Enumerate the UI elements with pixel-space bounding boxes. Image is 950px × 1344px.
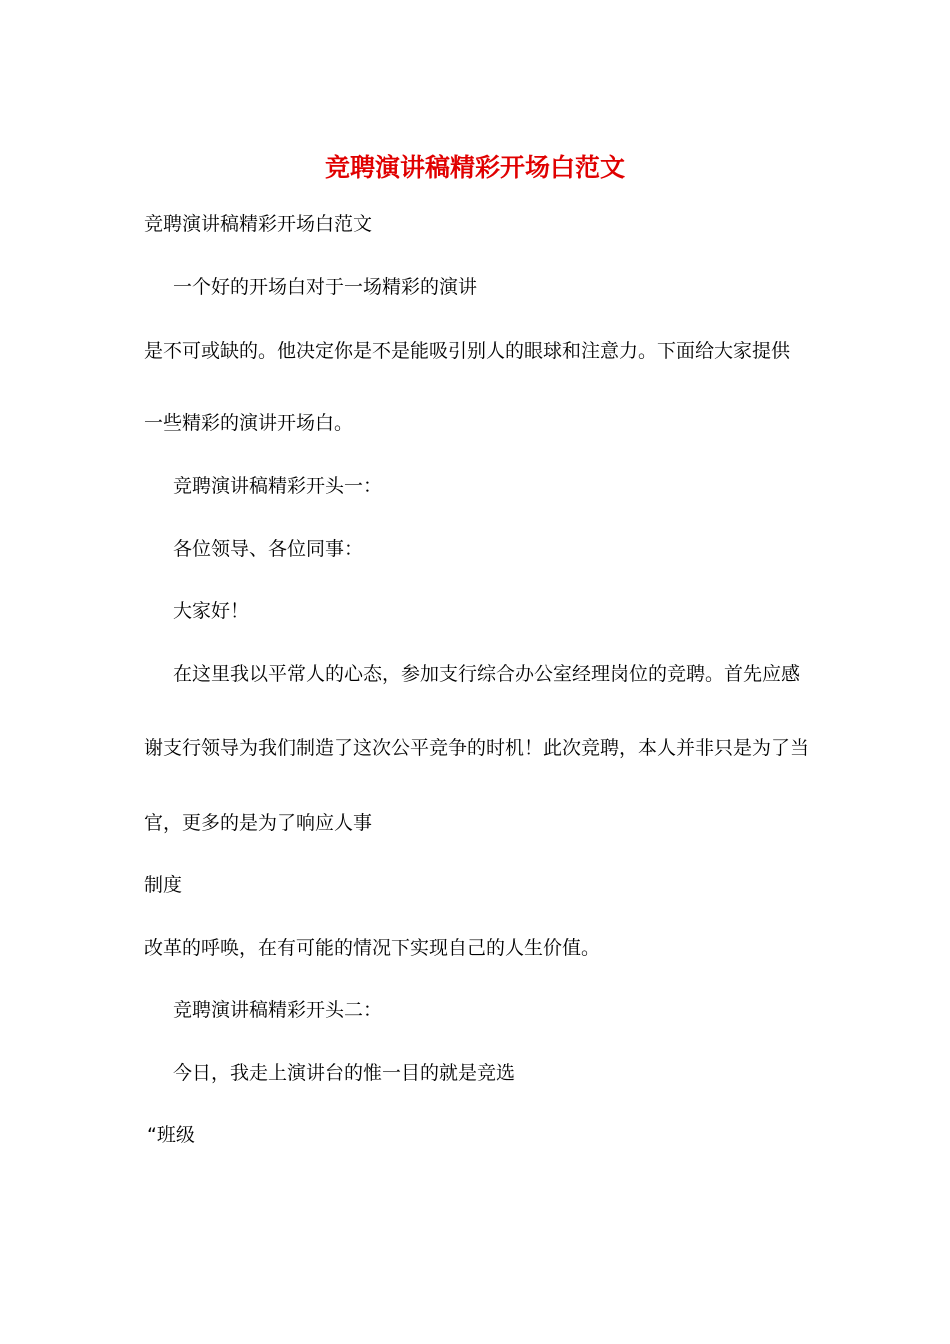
paragraph-line: 官，更多的是为了响应人事 (144, 812, 373, 834)
paragraph-line: “班级 (147, 1124, 195, 1146)
paragraph-line: 各位领导、各位同事： (173, 538, 364, 560)
paragraph-line: 谢支行领导为我们制造了这次公平竞争的时机！此次竞聘，本人并非只是为了当 (144, 737, 810, 759)
document-title: 竞聘演讲稿精彩开场白范文 (324, 153, 625, 182)
paragraph-line: 一个好的开场白对于一场精彩的演讲 (173, 276, 478, 298)
paragraph-line: 一些精彩的演讲开场白。 (144, 412, 354, 434)
section-heading: 竞聘演讲稿精彩开头二： (173, 999, 383, 1021)
paragraph-line: 是不可或缺的。他决定你是不是能吸引别人的眼球和注意力。下面给大家提供 (144, 340, 791, 362)
subtitle-line: 竞聘演讲稿精彩开场白范文 (144, 213, 373, 235)
paragraph-line: 大家好！ (173, 600, 250, 622)
section-heading: 竞聘演讲稿精彩开头一： (173, 475, 383, 497)
paragraph-line: 改革的呼唤，在有可能的情况下实现自己的人生价值。 (144, 937, 601, 959)
paragraph-line: 制度 (144, 874, 183, 896)
paragraph-line: 在这里我以平常人的心态，参加支行综合办公室经理岗位的竞聘。首先应感 (173, 663, 801, 685)
paragraph-line: 今日，我走上演讲台的惟一目的就是竞选 (173, 1062, 516, 1084)
